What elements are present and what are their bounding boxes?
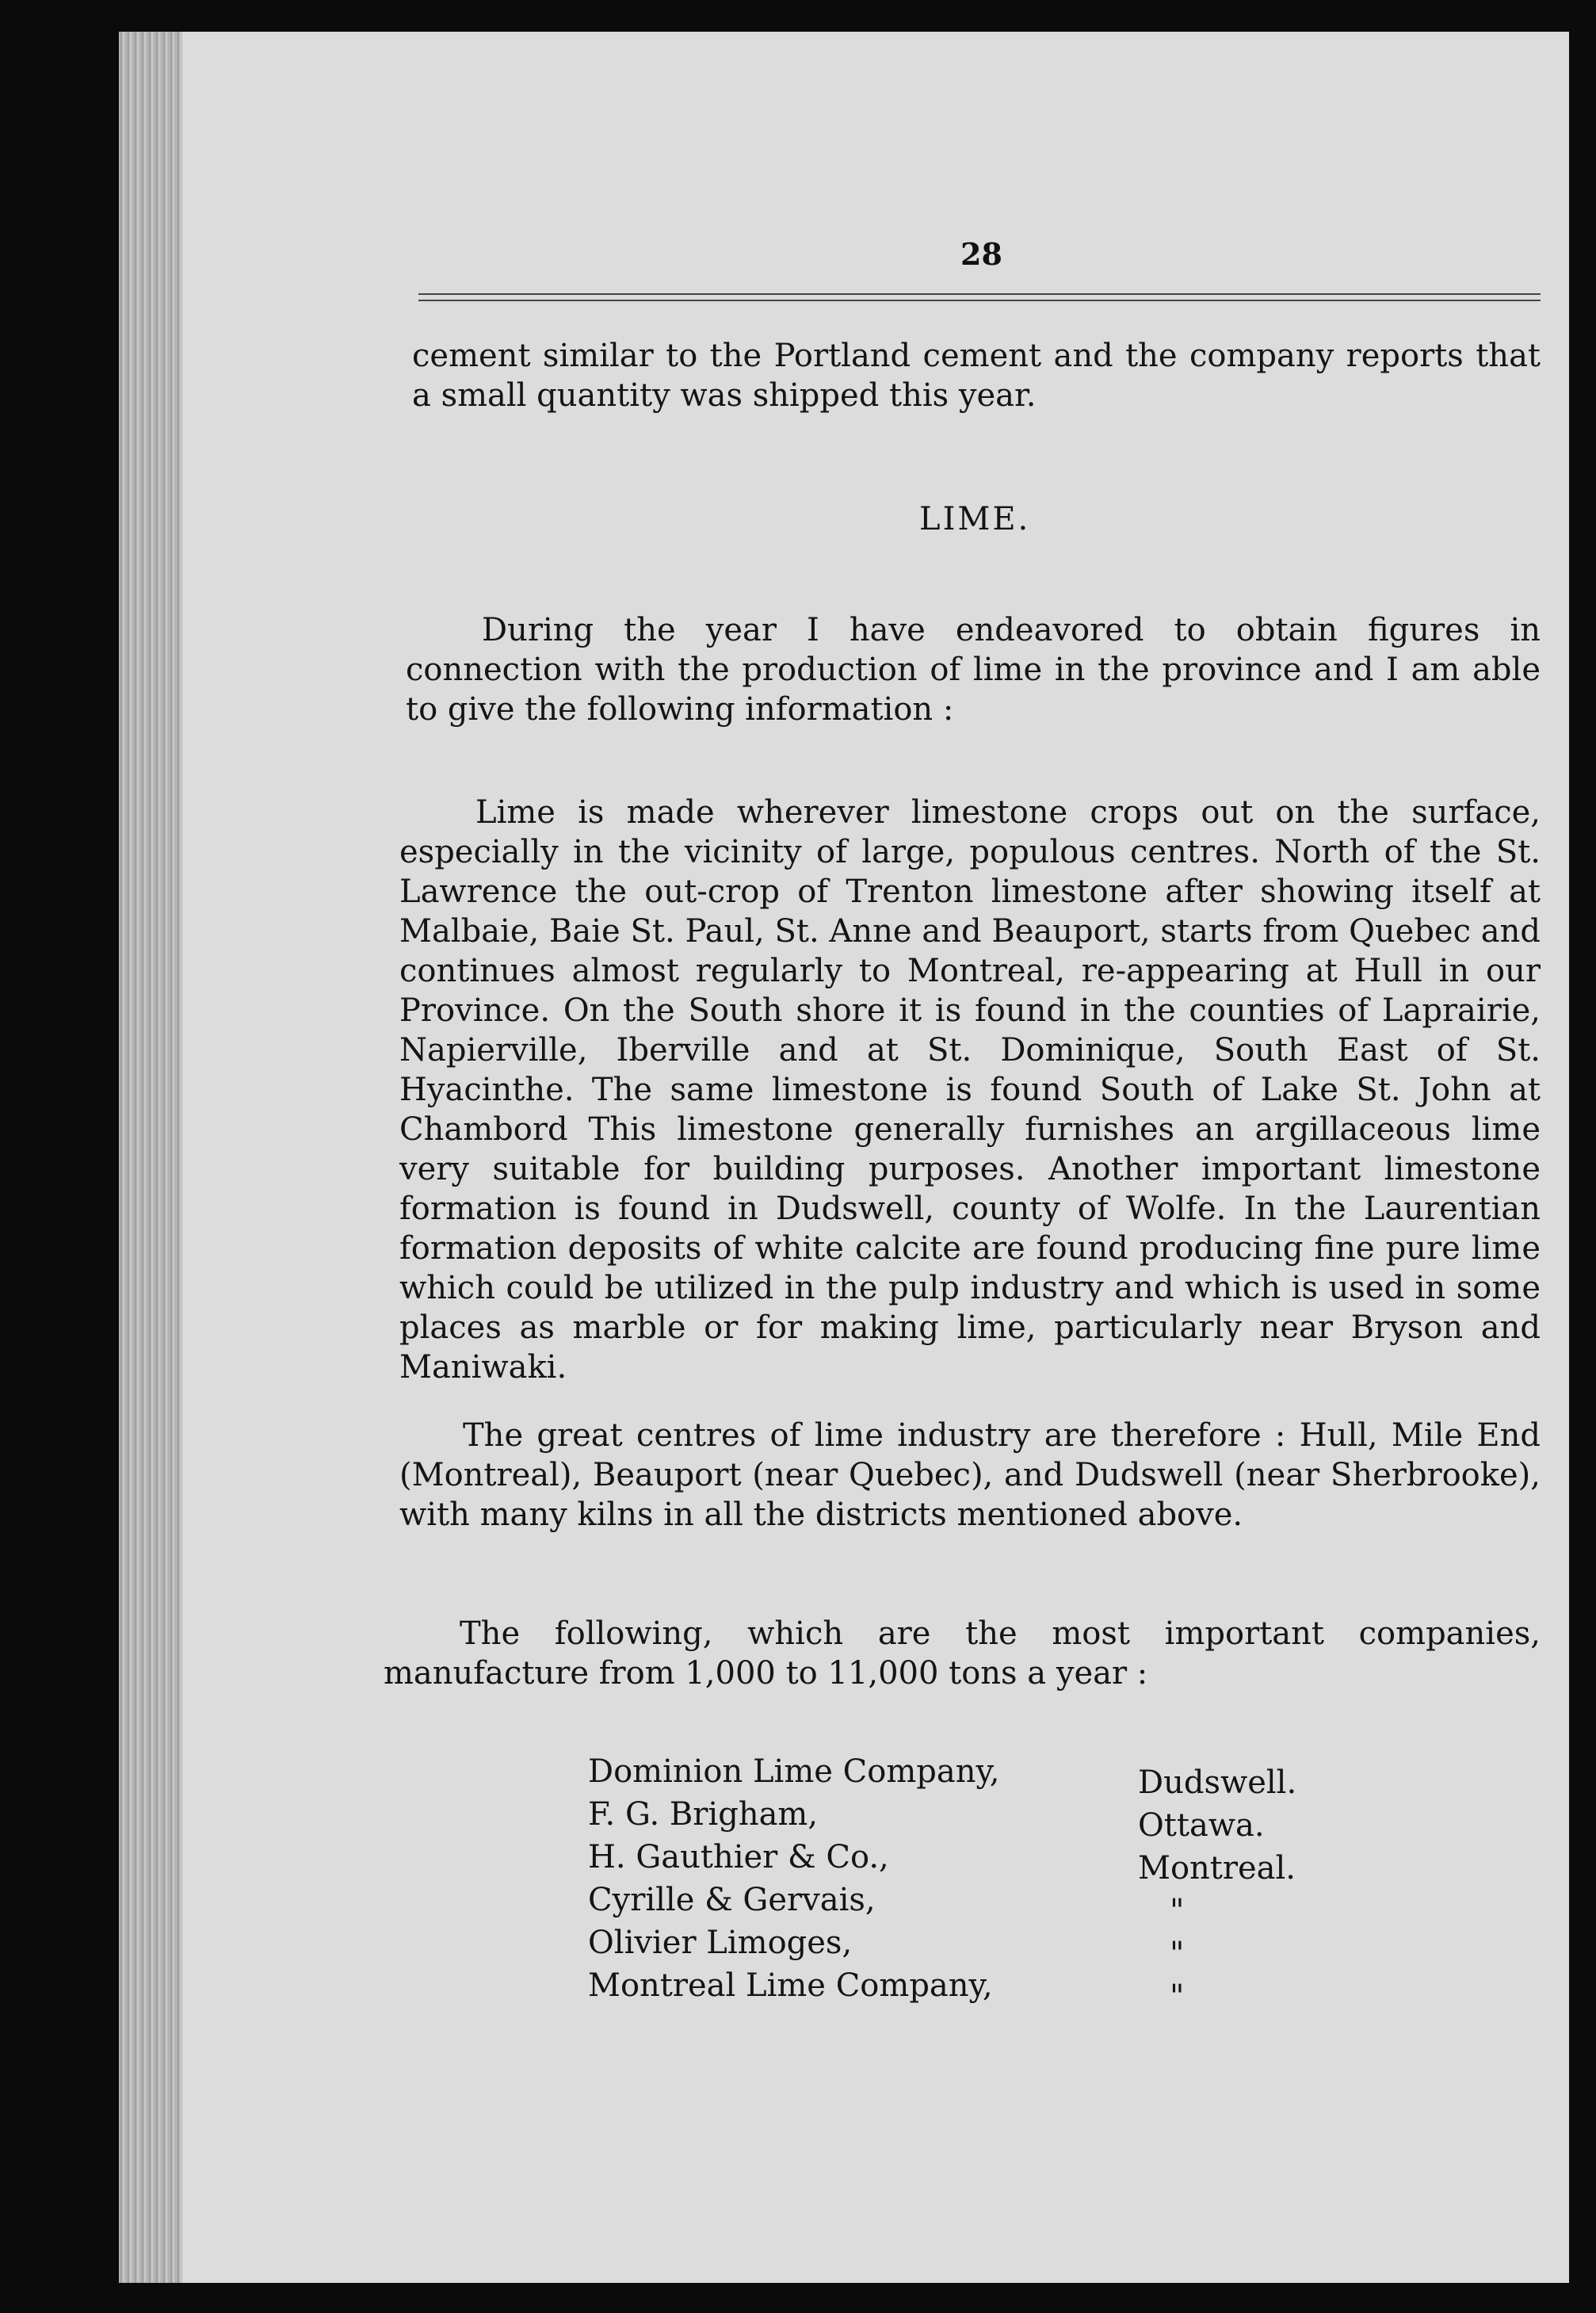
company-location: " bbox=[1170, 1893, 1185, 1929]
lime-sources-paragraph: Lime is made wherever limestone crops out on the surface, especially in the vicinity of large, populous centres. North of the St. Lawrence the out-crop of Trenton limestone after showing itself at Malbaie, Baie St. Paul, St. Anne and Beauport, starts from Quebec and continues almost regularly to Montreal, re-appearing at Hull in our Province. On the South shore it is found in the counties of Laprairie, Napierville, Iberville and at St. Dominique, South East of St. Hyacinthe. The same limestone is found South of Lake St. John at Chambord This limestone generally furnishes an argillaceous lime very suitable for building purposes. Another important limestone formation is found in Dudswell, county of Wolfe. In the Laurentian formation deposits of white calcite are found producing fine pure lime which could be utilized in the pulp industry and which is used in some places as marble or for making lime, particularly near Bryson and Maniwaki. bbox=[399, 794, 1541, 1386]
company-location: Dudswell. bbox=[1138, 1764, 1297, 1801]
page-binding-edge bbox=[119, 32, 182, 2283]
company-name: H. Gauthier & Co., bbox=[588, 1839, 889, 1875]
company-location: " bbox=[1170, 1978, 1185, 2015]
company-location: Ottawa. bbox=[1138, 1807, 1265, 1844]
company-name: F. G. Brigham, bbox=[588, 1796, 819, 1833]
company-location: " bbox=[1170, 1936, 1185, 1972]
page-number: 28 bbox=[960, 236, 1002, 272]
header-rule bbox=[418, 293, 1541, 295]
company-name: Olivier Limoges, bbox=[588, 1925, 853, 1961]
company-name: Montreal Lime Company, bbox=[588, 1967, 993, 2004]
intro-paragraph: During the year I have endeavored to obtain figures in connection with the production of lime in the province and I am able to give the following information : bbox=[406, 612, 1541, 728]
lime-centres-paragraph: The great centres of lime industry are therefore : Hull, Mile End (Montreal), Beauport (near Quebec), and Dudswell (near Sherbrooke), with many kilns in all the districts mentioned above. bbox=[399, 1417, 1541, 1533]
company-name: Dominion Lime Company, bbox=[588, 1753, 1000, 1790]
company-name: Cyrille & Gervais, bbox=[588, 1882, 876, 1918]
company-name-list bbox=[588, 1750, 1000, 2007]
carryover-paragraph: cement similar to the Portland cement and the company reports that a small quantity was shipped this year. bbox=[412, 338, 1541, 414]
companies-intro-paragraph: The following, which are the most important companies, manufacture from 1,000 to 11,000 tons a year : bbox=[384, 1615, 1541, 1692]
company-location: Montreal. bbox=[1138, 1850, 1296, 1887]
header-rule-second bbox=[418, 300, 1541, 301]
section-heading: LIME. bbox=[919, 501, 1031, 537]
company-location-list bbox=[1138, 1761, 1296, 2018]
